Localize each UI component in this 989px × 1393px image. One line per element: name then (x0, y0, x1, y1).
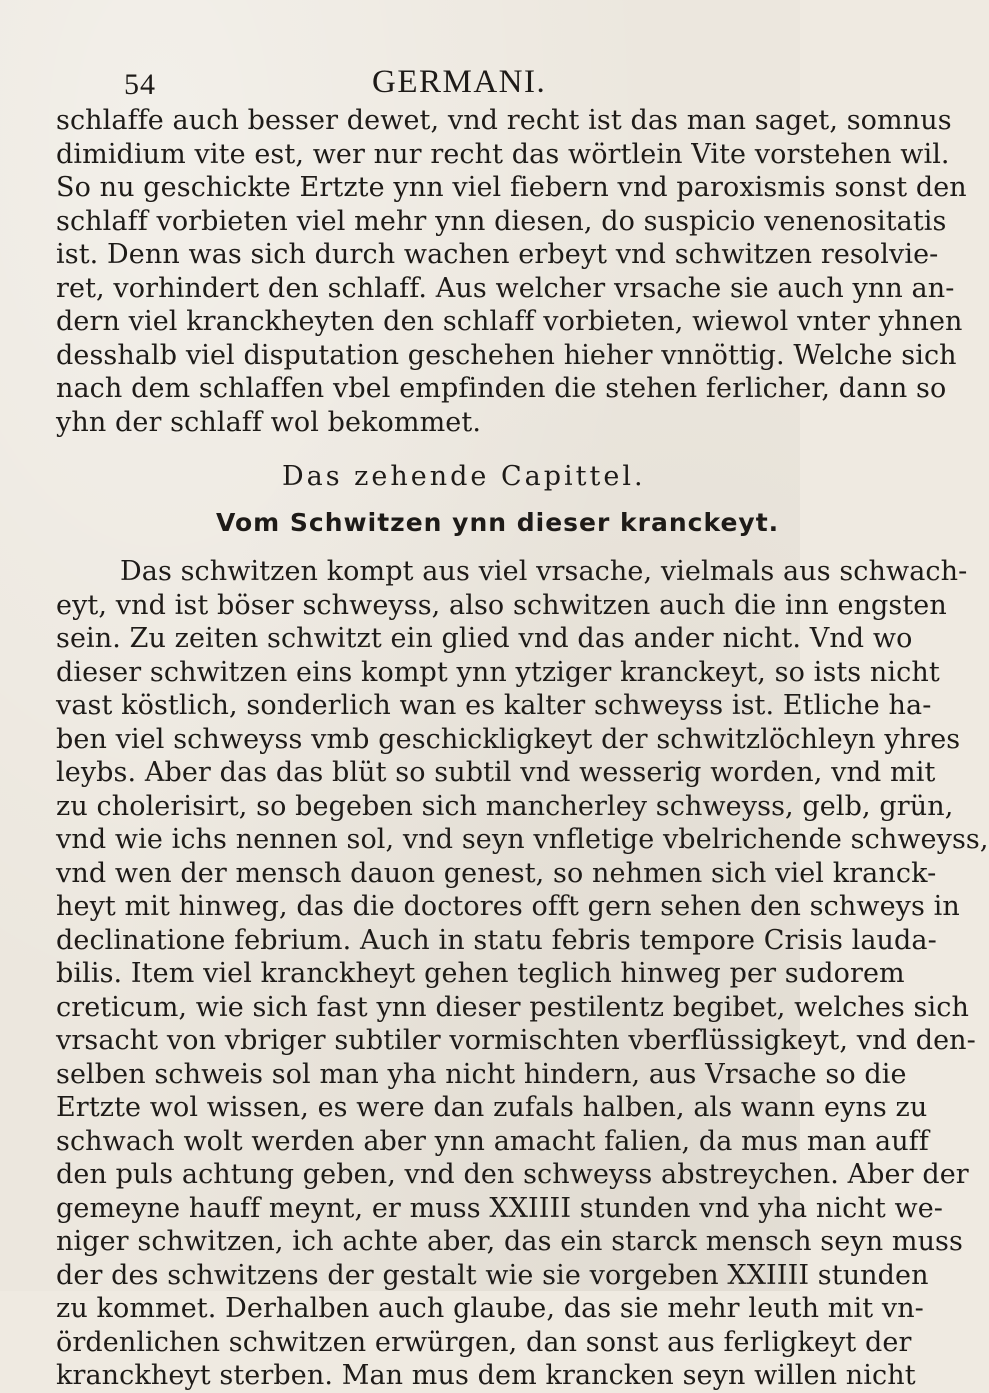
text-line: creticum, wie sich fast ynn dieser pestilentz begibet, welches sich (56, 991, 969, 1023)
text-line: ördenlichen schwitzen erwürgen, dan sonst aus ferligkeyt der (56, 1326, 912, 1358)
text-line: Ertzte wol wissen, es were dan zufals halben, als wann eyns zu (56, 1092, 928, 1123)
text-line: der des schwitzens der gestalt wie sie vorgeben XXIIII stunden (56, 1259, 929, 1291)
chapter-subtitle: Vom Schwitzen ynn dieser kranckeyt. (216, 508, 780, 537)
text-line: schwach wolt werden aber ynn amacht falien, da mus man auff (56, 1125, 929, 1157)
page-number: 54 (124, 68, 156, 101)
text-line: declinatione febrium. Auch in statu febris tempore Crisis lauda- (56, 924, 937, 956)
text-line: schlaffe auch besser dewet, vnd recht ist das man saget, somnus (56, 105, 952, 136)
text-line: niger schwitzen, ich achte aber, das ein starck mensch seyn muss (56, 1226, 963, 1257)
text-line: ist. Denn was sich durch wachen erbeyt vnd schwitzen resolvie- (56, 239, 939, 270)
text-line: ret, vorhindert den schlaff. Aus welcher vrsache sie auch ynn an- (56, 272, 955, 304)
running-head (56, 62, 760, 102)
text-line: den puls achtung geben, vnd den schweyss abstreychen. Aber der (56, 1159, 969, 1190)
text-line: bilis. Item viel kranckheyt gehen teglich hinweg per sudorem (56, 958, 905, 989)
text-line: dimidium vite est, wer nur recht das wörtlein Vite vorstehen wil. (56, 138, 950, 170)
text-line: kranckheyt sterben. Man mus dem krancken seyn willen nicht (56, 1360, 916, 1391)
text-line: dern viel kranckheyten den schlaff vorbieten, wiewol vnter yhnen (56, 306, 963, 337)
text-line: vnd wen der mensch dauon genest, so nehmen sich viel kranck- (56, 857, 937, 889)
text-line: selben schweis sol man yha nicht hindern, aus Vrsache so die (56, 1058, 907, 1090)
text-line: dieser schwitzen eins kompt ynn ytziger kranckeyt, so ists nicht (56, 656, 940, 688)
running-title: GERMANI. (372, 64, 547, 100)
paragraph-sleep (56, 104, 967, 439)
text-line: desshalb viel disputation geschehen hieher vnnöttig. Welche sich (56, 339, 957, 371)
text-line: vrsacht von vbriger subtiler vormischten vberflüssigkeyt, vnd den- (56, 1025, 976, 1056)
paragraph-sweating (56, 555, 989, 1393)
text-line: heyt mit hinweg, das die doctores offt gern sehen den schweys in (56, 891, 960, 922)
text-line: yhn der schlaff wol bekommet. (56, 406, 482, 438)
text-line: leybs. Aber das das blüt so subtil vnd wesserig worden, vnd mit (56, 757, 936, 788)
text-line: sein. Zu zeiten schwitzt ein glied vnd das ander nicht. Vnd wo (56, 623, 913, 654)
text-line: So nu geschickte Ertzte ynn viel fiebern vnd paroxismis sonst den (56, 172, 967, 203)
text-line: schlaff vorbieten viel mehr ynn diesen, do suspicio venenositatis (56, 205, 947, 237)
text-line: ben viel schweyss vmb geschickligkeyt der schwitzlöchleyn yhres (56, 723, 961, 755)
text-line: eyt, vnd ist böser schweyss, also schwitzen auch die inn engsten (56, 589, 947, 621)
text-line: nach dem schlaffen vbel empfinden die stehen ferlicher, dann so (56, 373, 947, 404)
text-line: vnd wie ichs nennen sol, vnd seyn vnfletige vbelrichende schweyss, (56, 824, 989, 855)
text-line: vast köstlich, sonderlich wan es kalter schweyss ist. Etliche ha- (56, 690, 932, 721)
chapter-title: Das zehende Capittel. (282, 461, 646, 492)
text-line: Das schwitzen kompt aus viel vrsache, vielmals aus schwach- (120, 556, 968, 587)
text-line: zu kommet. Derhalben auch glaube, das sie mehr leuth mit vn- (56, 1293, 924, 1324)
text-line: gemeyne hauff meynt, er muss XXIIII stunden vnd yha nicht we- (56, 1192, 944, 1224)
text-line: zu cholerisirt, so begeben sich mancherley schweyss, gelb, grün, (56, 790, 954, 822)
